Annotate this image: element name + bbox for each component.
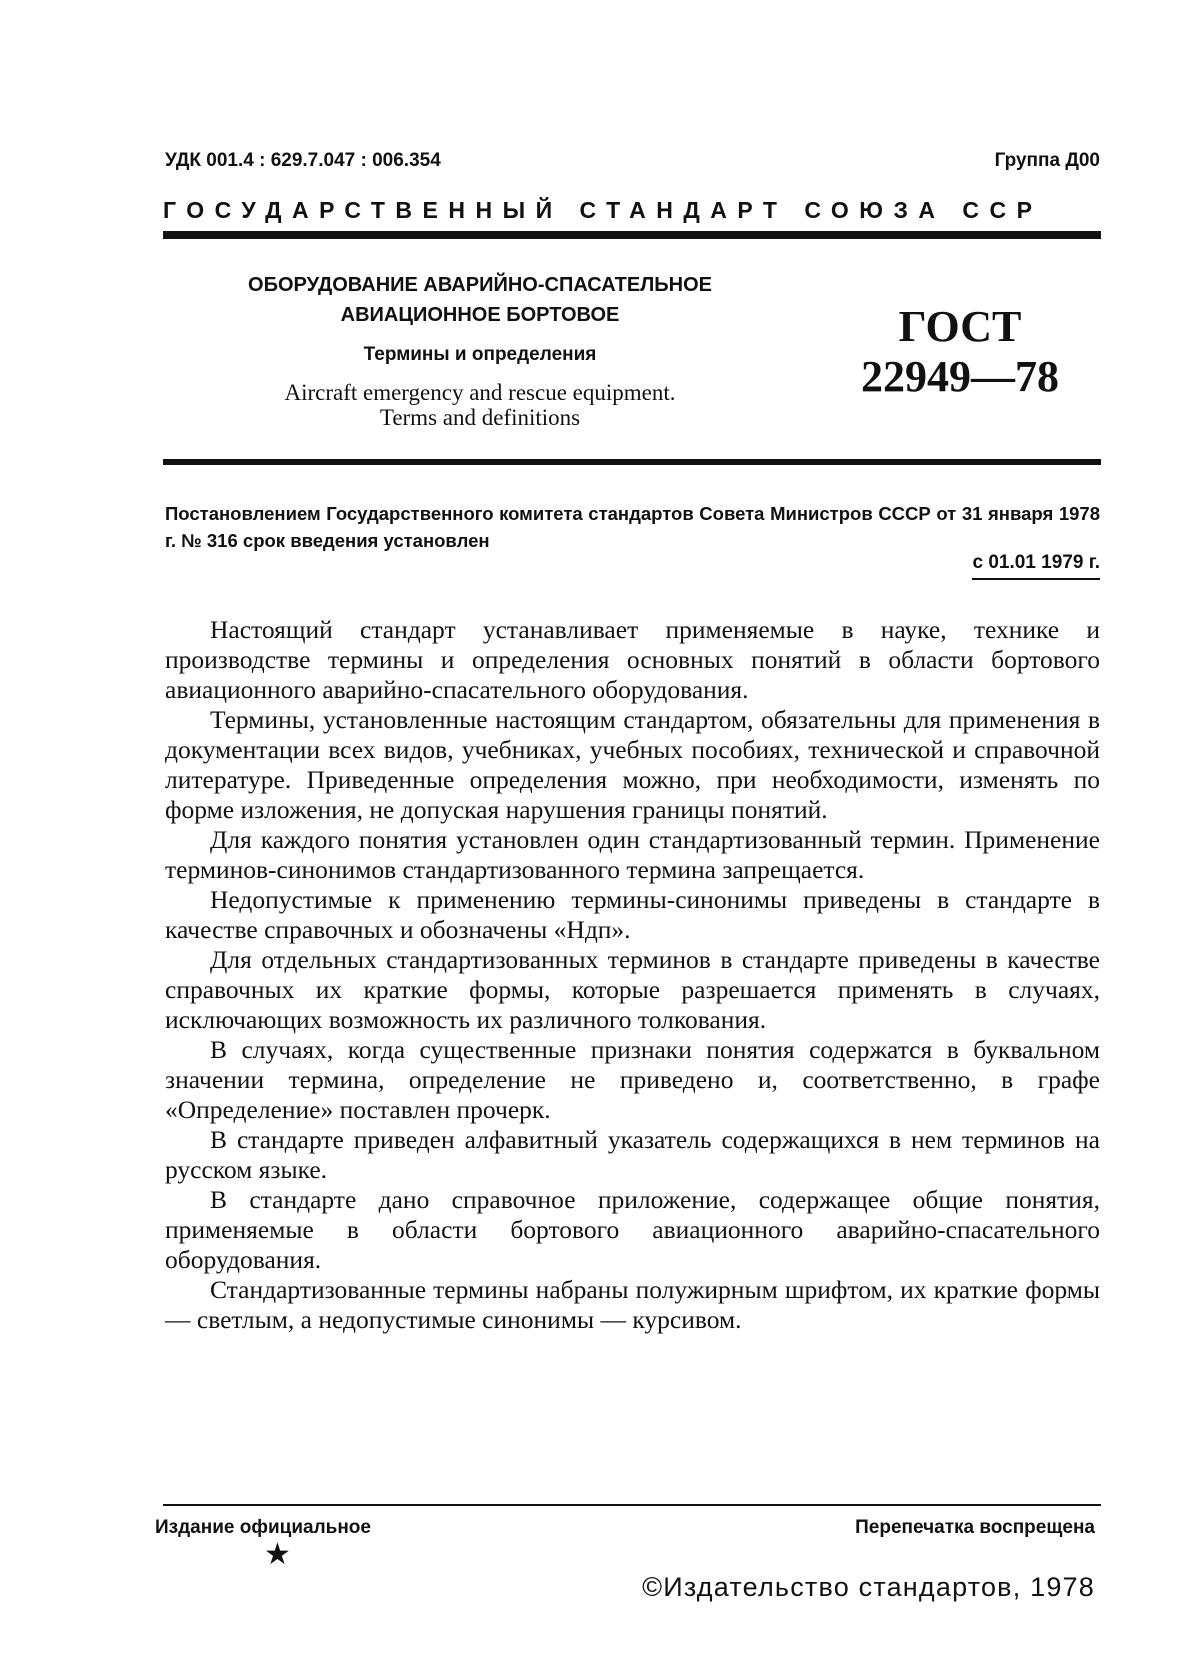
udk-code: УДК 001.4 : 629.7.047 : 006.354 [165,150,441,171]
gost-label: ГОСТ [898,302,1022,351]
copyright-notice: ©Издательство стандартов, 1978 [642,1572,1095,1602]
body-paragraph: В стандарте дано справочное приложение, содержащее общие понятия, применяемые в области бортового авиационного аварийно-спасательного оборудования. [165,1185,1100,1274]
body-paragraph: Недопустимые к применению термины-синонимы приведены в стандарте в качестве справочных и обозначены «Ндп». [165,885,1100,944]
reprint-prohibited: Перепечатка воспрещена [855,1517,1095,1538]
effective-date: с 01.01 1979 г. [972,552,1100,580]
group-code: Группа Д00 [994,150,1100,171]
title-ru-line-2: АВИАЦИОННОЕ БОРТОВОЕ [340,304,620,326]
body-text [165,615,1100,1335]
header-row [165,150,1100,180]
title-en-line-2: Terms and definitions [379,405,581,430]
title-block [200,270,760,430]
official-edition: Издание официальное [155,1517,371,1538]
body-paragraph: В стандарте приведен алфавитный указатель содержащихся в нем терминов на русском языке. [165,1125,1100,1184]
body-paragraph: Стандартизованные термины набраны полужирным шрифтом, их краткие формы — светлым, а недопустимые синонимы — курсивом. [165,1275,1100,1334]
decree-text: Постановлением Государственного комитета стандартов Совета Министров СССР от 31 января 1978 г. № 316 срок введения установлен [165,503,1100,551]
gost-designation [835,302,1085,402]
bottom-rule [163,1504,1101,1506]
title-ru [200,270,760,330]
title-en-line-1: Aircraft emergency and rescue equipment. [284,380,676,405]
body-paragraph: Термины, установленные настоящим стандартом, обязательны для применения в документации всех видов, учебниках, учебных пособиях, технической и справочной литературе. Приведенные определения можно, при необходимости, изменять по форме изложения, не допуская нарушения границы понятий. [165,705,1100,824]
subtitle-ru: Термины и определения [363,344,597,365]
body-paragraph: Для отдельных стандартизованных терминов в стандарте приведены в качестве справочных их краткие формы, которые разрешается применять в случаях, исключающих возможность их различного толкования. [165,945,1100,1034]
state-standard-banner: ГОСУДАРСТВЕННЫЙ СТАНДАРТ СОЮЗА ССР [163,197,1043,223]
body-paragraph: В случаях, когда существенные признаки понятия содержатся в буквальном значении термина, определение не приведено и, соответственно, в графе «Определение» поставлен прочерк. [165,1035,1100,1124]
title-ru-line-1: ОБОРУДОВАНИЕ АВАРИЙНО-СПАСАТЕЛЬНОЕ [248,274,712,296]
body-paragraph: Для каждого понятия установлен один стандартизованный термин. Применение терминов-синонимов стандартизованного термина запрещается. [165,825,1100,884]
title-en [200,380,760,430]
gost-number: 22949—78 [861,352,1059,401]
top-rule [163,231,1101,239]
middle-rule [163,459,1101,465]
body-paragraph: Настоящий стандарт устанавливает применяемые в науке, технике и производстве термины и определения основных понятий в области бортового авиационного аварийно-спасательного оборудования. [165,615,1100,704]
star-icon: ★ [264,1538,291,1571]
